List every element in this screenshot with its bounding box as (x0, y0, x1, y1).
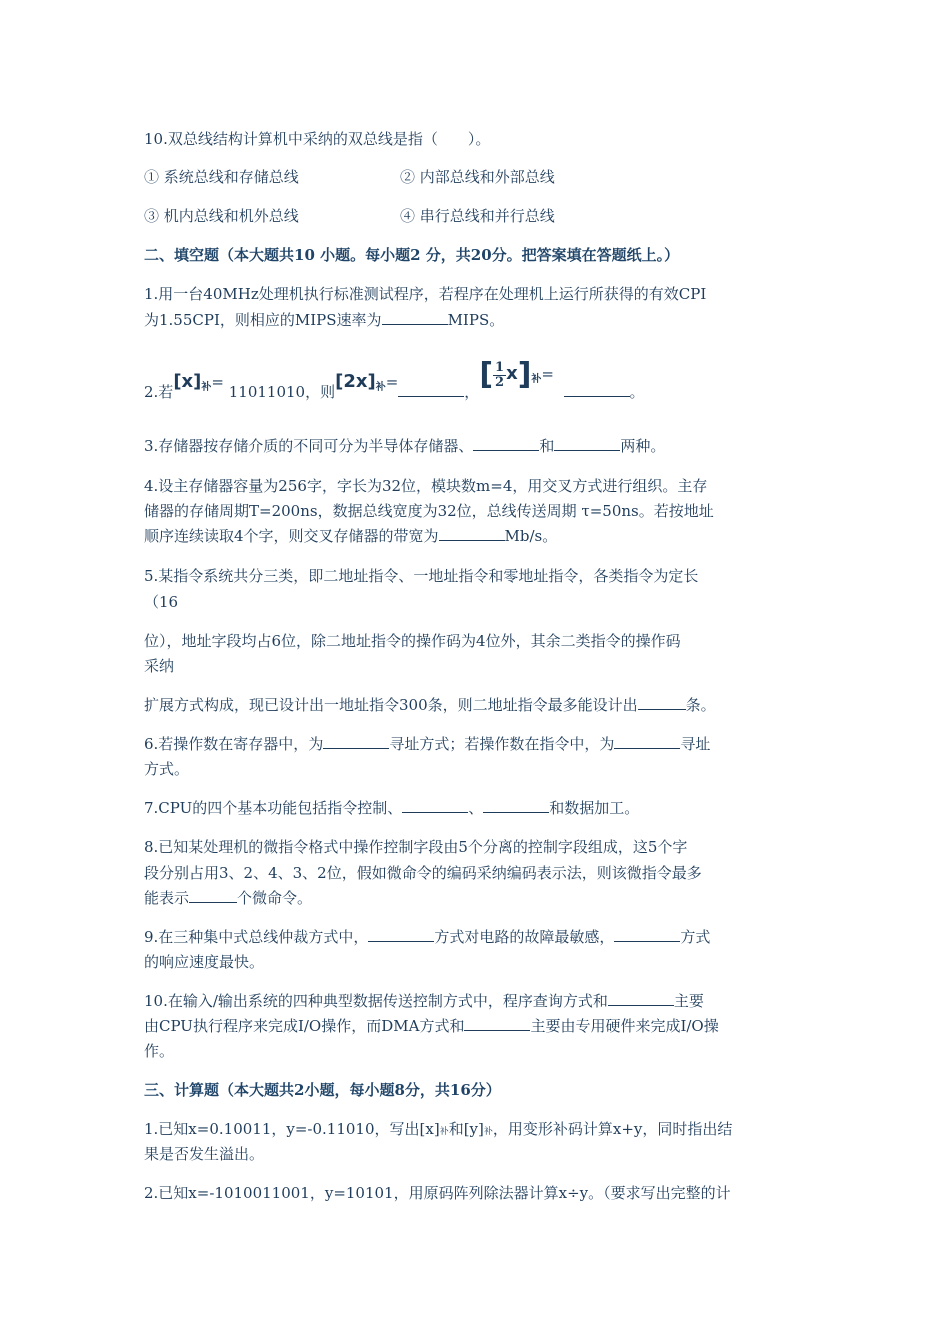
section-heading-calculation: 三、计算题（本大题共2小题，每小题8分，共16分） (144, 1081, 501, 1099)
mc-options-row-1 (144, 164, 824, 190)
fill-q9-line-2: 的响应速度最快。 (144, 953, 265, 971)
fill-q1-line-2: 为1.55CPI，则相应的MIPS速率为 MIPS。 (144, 307, 824, 333)
answer-blank (402, 796, 468, 813)
fill-q5-line-3: 位），地址字段均占6位，除二地址指令的操作码为4位外，其余二类指令的操作码 (144, 632, 681, 650)
answer-blank (323, 732, 389, 749)
fill-q4-line-3: 顺序连续读取4个字，则交叉存储器的带宽为 Mb/s。 (144, 523, 824, 549)
answer-blank (564, 380, 630, 397)
fill-q8-line-2: 段分别占用3、2、4、3、2位，假如微命令的编码采纳编码表示法，则该微指令最多 (144, 864, 702, 882)
fill-q4-line-2: 储器的存储周期T=200ns，数据总线宽度为32位，总线传送周期 τ=50ns。若按地址 (144, 502, 714, 520)
fill-q10-line-1: 10.在输入/输出系统的四种典型数据传送控制方式中，程序查询方式和 主要 (144, 988, 824, 1014)
fill-q9-line-1: 9.在三种集中式总线仲裁方式中， 方式对电路的故障最敏感， 方式 (144, 924, 824, 950)
mc-option-2: ② 内部总线和外部总线 (400, 168, 555, 186)
fill-q5-line-5: 扩展方式构成，现已设计出一地址指令300条，则二地址指令最多能设计出 条。 (144, 692, 824, 718)
fill-q7-line: 7.CPU的四个基本功能包括指令控制、 、 和数据加工。 (144, 795, 824, 821)
answer-blank (382, 308, 448, 325)
calc-q1-line-1: 1.已知x=0.10011，y=-0.11010，写出[x]补和[y]补，用变形补码计算x+y，同时指出结 (144, 1120, 733, 1138)
mc-option-3: ③ 机内总线和机外总线 (144, 207, 299, 225)
fill-q2-line: 2.若$[x]_补= 11011010$，则$[2x]_补=$，[ $\frac{1}{2}$ $x]_补=$ 。 (144, 357, 645, 401)
answer-blank (638, 693, 686, 710)
fill-q4-line-1: 4.设主存储器容量为256字，字长为32位，模块数m=4，用交叉方式进行组织。主存 (144, 477, 708, 495)
fill-q8-line-1: 8.已知某处理机的微指令格式中操作控制字段由5个分离的控制字段组成，这5个字 (144, 838, 688, 856)
answer-blank (483, 796, 549, 813)
math-half-x-complement: [ $\frac{1}{2}$ $x]_补=$ (479, 357, 554, 392)
mc-question-10: 10.双总线结构计算机中采纳的双总线是指（ ）。 (144, 130, 491, 148)
fill-q10-line-2: 由CPU执行程序来完成I/O操作，而DMA方式和 主要由专用硬件来完成I/O操 (144, 1013, 824, 1039)
fill-q3-line: 3.存储器按存储介质的不同可分为半导体存储器、 和 两种。 (144, 433, 824, 459)
answer-blank (614, 732, 680, 749)
fill-q5-line-2: （16 (144, 593, 179, 611)
fill-q1-line-1: 1.用一台40MHz处理机执行标准测试程序，若程序在处理机上运行所获得的有效CPI (144, 285, 707, 303)
calc-q2-line-1: 2.已知x=-1010011001，y=10101，用原码阵列除法器计算x÷y。（要求写出完整的计 (144, 1184, 731, 1202)
answer-blank (368, 925, 434, 942)
answer-blank (614, 925, 680, 942)
section-heading-fill-in: 二、填空题（本大题共10 小题。每小题2 分，共20分。把答案填在答题纸上。） (144, 246, 680, 264)
answer-blank (398, 380, 464, 397)
mc-option-1: ① 系统总线和存储总线 (144, 168, 299, 186)
answer-blank (189, 886, 237, 903)
answer-blank (554, 434, 620, 451)
fill-q6-line-1: 6.若操作数在寄存器中，为 寻址方式；若操作数在指令中，为 寻址 (144, 731, 824, 757)
answer-blank (464, 1014, 530, 1031)
math-2x-complement: $[2x]_补=$ (335, 371, 399, 393)
fill-q5-line-4: 采纳 (144, 657, 175, 675)
fill-q5-line-1: 5.某指令系统共分三类，即二地址指令、一地址指令和零地址指令，各类指令为定长 (144, 567, 699, 585)
answer-blank (473, 434, 539, 451)
calc-q1-line-2: 果是否发生溢出。 (144, 1145, 265, 1163)
fill-q10-line-3: 作。 (144, 1042, 175, 1060)
mc-options-row-2 (144, 203, 824, 229)
mc-option-4: ④ 串行总线和并行总线 (400, 207, 555, 225)
answer-blank (439, 524, 505, 541)
answer-blank (608, 989, 674, 1006)
fill-q8-line-3: 能表示 个微命令。 (144, 885, 824, 911)
fill-q6-line-2: 方式。 (144, 760, 190, 778)
math-x-complement: $[x]_补=$ (173, 371, 224, 393)
